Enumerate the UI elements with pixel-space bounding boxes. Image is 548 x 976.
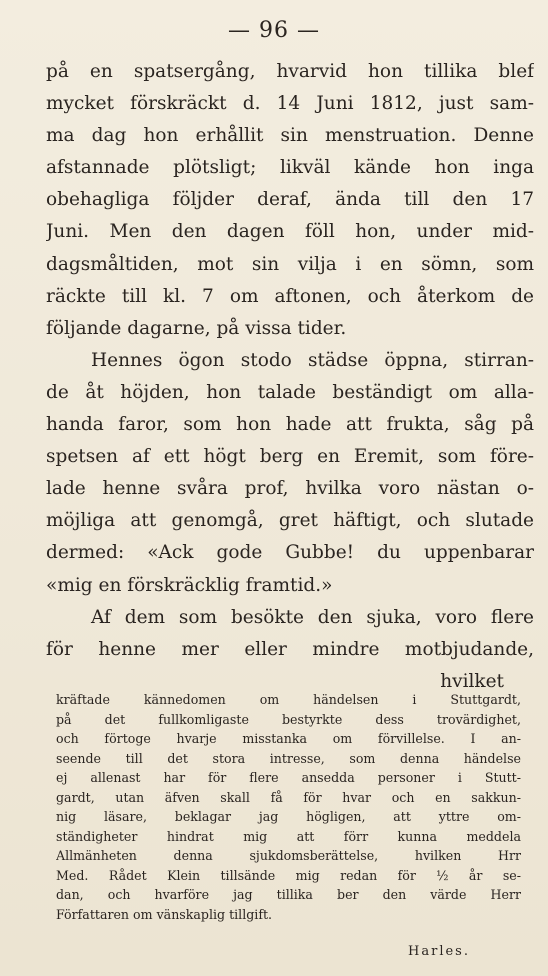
footnote-line: dan, och hvarföre jag tillika ber den värde Herr bbox=[56, 887, 521, 902]
footnote-line: ej allenast har för flere ansedda personer i Stutt- bbox=[56, 770, 521, 785]
text-line: Juni. Men den dagen föll hon, under mid- bbox=[46, 221, 534, 243]
text-line: lade henne svåra prof, hvilka voro nästan o- bbox=[46, 478, 534, 500]
text-line: handa faror, som hon hade att frukta, såg på bbox=[46, 414, 534, 436]
footnote-line: Författaren om vänskaplig tillgift. bbox=[56, 906, 273, 922]
text-line: mycket förskräckt d. 14 Juni 1812, just sam- bbox=[46, 93, 534, 115]
catchword: hvilket bbox=[440, 670, 504, 692]
text-line: för henne mer eller mindre motbjudande, bbox=[46, 638, 534, 660]
text-line: ma dag hon erhållit sin menstruation. Denne bbox=[46, 125, 534, 147]
footnote-line: ständigheter hindrat mig att förr kunna meddela bbox=[56, 828, 521, 844]
text-line: afstannade plötsligt; likväl kände hon inga bbox=[46, 157, 534, 179]
signature: Harles. bbox=[408, 944, 470, 959]
text-line: «mig en förskräcklig framtid.» bbox=[46, 574, 333, 596]
text-line: Af dem som besökte den sjuka, voro flere bbox=[91, 606, 534, 628]
page-number: — 96 — bbox=[228, 18, 320, 43]
footnote bbox=[56, 690, 521, 924]
text-line: räckte till kl. 7 om aftonen, och återkom de bbox=[46, 285, 534, 307]
footnote-line: nig läsare, beklagar jag högligen, att yttre om- bbox=[56, 809, 521, 824]
text-line: på en spatsergång, hvarvid hon tillika blef bbox=[46, 61, 534, 82]
footnote-line: Allmänheten denna sjukdomsberättelse, hvilken Hrr bbox=[56, 848, 521, 863]
main-text bbox=[46, 56, 534, 698]
text-line: möjliga att genomgå, gret häftigt, och slutade bbox=[46, 510, 534, 532]
text-line: dagsmåltiden, mot sin vilja i en sömn, som bbox=[46, 253, 534, 275]
footnote-line: på det fullkomligaste bestyrkte dess trovärdighet, bbox=[56, 711, 521, 727]
text-line: Hennes ögon stodo städse öppna, stirran- bbox=[91, 349, 534, 371]
footnote-line: och förtoge hvarje misstanka om förvillelse. I an- bbox=[56, 731, 521, 746]
text-line: dermed: «Ack gode Gubbe! du uppenbarar bbox=[46, 542, 534, 564]
footnote-line: gardt, utan äfven skall få för hvar och en sakkun- bbox=[56, 789, 521, 805]
text-line: obehagliga följder deraf, ända till den 17 bbox=[46, 189, 534, 211]
text-line: följande dagarne, på vissa tider. bbox=[46, 317, 347, 339]
footnote-line: Med. Rådet Klein tillsände mig redan för ½ år se- bbox=[56, 867, 521, 883]
footnote-line: kräftade kännedomen om händelsen i Stuttgardt, bbox=[56, 692, 521, 707]
text-line: de åt höjden, hon talade beständigt om alla- bbox=[46, 381, 534, 403]
text-line: spetsen af ett högt berg en Eremit, som före- bbox=[46, 446, 534, 468]
footnote-line: seende till det stora intresse, som denna händelse bbox=[56, 750, 521, 766]
